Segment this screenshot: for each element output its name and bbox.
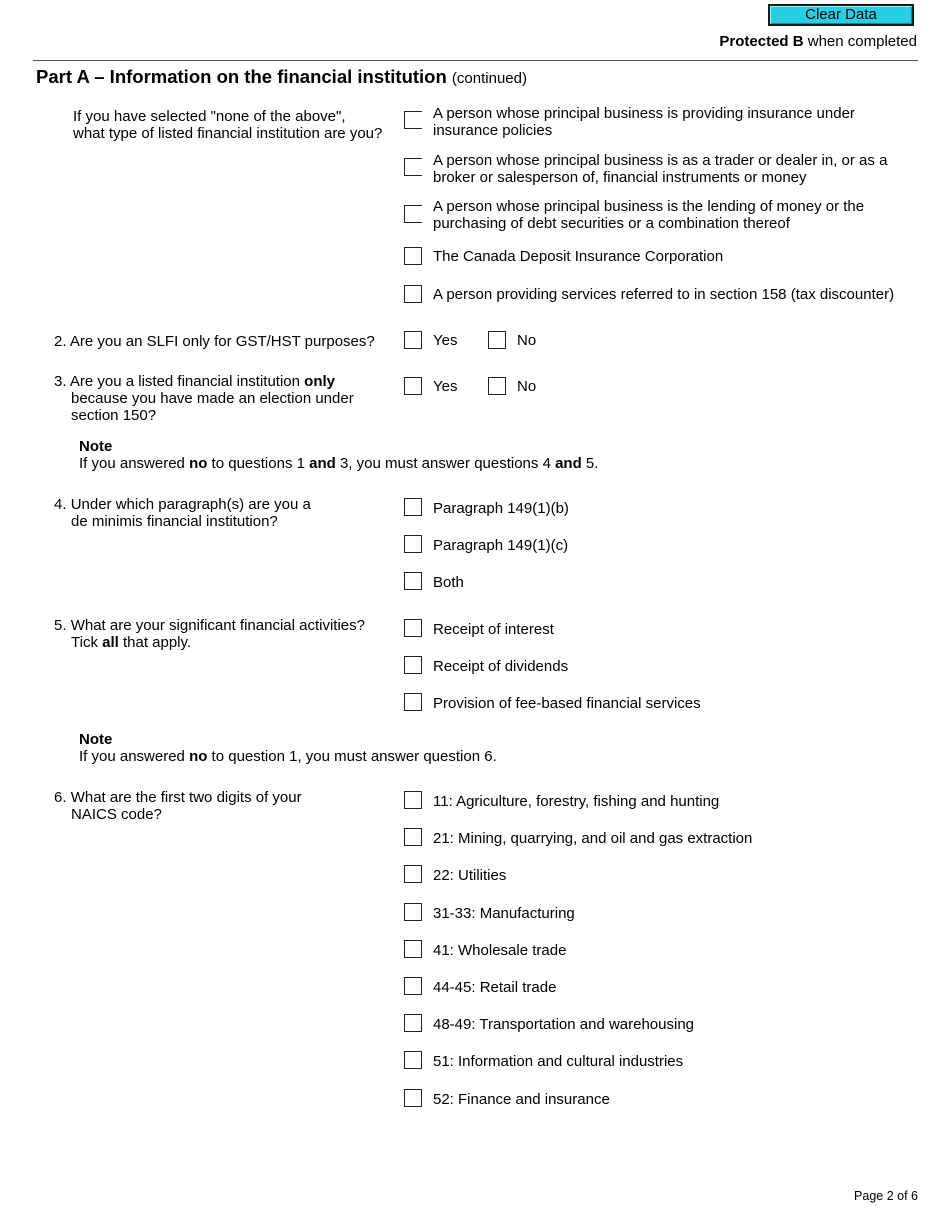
q3-yes-checkbox[interactable] (404, 377, 422, 395)
note-heading: Note (79, 438, 113, 455)
note-1 (79, 438, 598, 472)
header-divider (33, 60, 918, 61)
q1b-tax-discounter-checkbox[interactable] (404, 285, 422, 303)
note-text: to question 1, you must answer question 6. (207, 748, 497, 765)
option-line: insurance policies (433, 122, 553, 139)
q3-text: Are you a listed financial institution (69, 373, 305, 390)
q6-naics-21-label: 21: Mining, quarrying, and oil and gas extraction (433, 830, 753, 847)
q1b-trader-label (433, 152, 887, 186)
q5-text: What are your significant financial activities? (70, 617, 365, 634)
q1b-cdic-checkbox[interactable] (404, 247, 422, 265)
q5-dividends-checkbox[interactable] (404, 656, 422, 674)
note-text: 5. (581, 455, 599, 472)
option-line: A person whose principal business is the lending of money or the (433, 198, 865, 215)
q6-naics-48-49-checkbox[interactable] (404, 1014, 422, 1032)
note-heading: Note (79, 731, 113, 748)
q6-naics-48-49-label: 48-49: Transportation and warehousing (433, 1016, 695, 1033)
q6-naics-41-label: 41: Wholesale trade (433, 942, 567, 959)
protected-b-suffix: when completed (803, 33, 917, 50)
q4-149-1-c-checkbox[interactable] (404, 535, 422, 553)
q1b-question-line: If you have selected "none of the above", (73, 108, 346, 125)
q1b-trader-checkbox[interactable] (404, 158, 422, 176)
q1b-lending-label (433, 198, 864, 232)
q6-text: What are the first two digits of your (70, 789, 302, 806)
q5-question (54, 617, 365, 651)
note-bold: no (189, 455, 208, 472)
q6-question (54, 789, 302, 823)
note-bold: and (555, 455, 582, 472)
q3-no-label: No (517, 378, 537, 395)
page-number: Page 2 of 6 (854, 1189, 918, 1203)
q4-both-label: Both (433, 574, 464, 591)
q5-dividends-label: Receipt of dividends (433, 658, 569, 675)
q4-149-1-b-label: Paragraph 149(1)(b) (433, 500, 569, 517)
q6-number: 6. (54, 789, 67, 806)
q6-naics-11-label: 11: Agriculture, forestry, fishing and hunting (433, 793, 720, 810)
q5-fee-based-checkbox[interactable] (404, 693, 422, 711)
q6-naics-31-33-checkbox[interactable] (404, 903, 422, 921)
q3-number: 3. (54, 373, 67, 390)
note-2-text (79, 748, 497, 765)
q3-text-bold: only (304, 373, 335, 390)
q1b-insurance-label (433, 105, 855, 139)
q6-text-line: NAICS code? (71, 806, 162, 823)
q1b-lending-checkbox[interactable] (404, 205, 422, 223)
q4-149-1-c-label: Paragraph 149(1)(c) (433, 537, 569, 554)
q5-text-bold: all (102, 634, 119, 651)
q2-yes-checkbox[interactable] (404, 331, 422, 349)
q3-question (54, 373, 394, 424)
q1b-cdic-label: The Canada Deposit Insurance Corporation (433, 248, 724, 265)
q6-naics-52-label: 52: Finance and insurance (433, 1091, 610, 1108)
q5-text: Tick (71, 634, 103, 651)
q6-naics-52-checkbox[interactable] (404, 1089, 422, 1107)
part-a-continued: (continued) (451, 70, 527, 87)
note-2 (79, 731, 497, 765)
note-bold: no (189, 748, 208, 765)
q6-naics-51-label: 51: Information and cultural industries (433, 1053, 684, 1070)
option-line: broker or salesperson of, financial instruments or money (433, 169, 807, 186)
q5-number: 5. (54, 617, 67, 634)
q3-yes-label: Yes (433, 378, 458, 395)
q4-both-checkbox[interactable] (404, 572, 422, 590)
q6-naics-41-checkbox[interactable] (404, 940, 422, 958)
q1b-tax-discounter-label: A person providing services referred to in section 158 (tax discounter) (433, 286, 895, 303)
protected-b-label (719, 33, 917, 50)
q4-text: Under which paragraph(s) are you a (70, 496, 311, 513)
q4-number: 4. (54, 496, 67, 513)
q5-interest-label: Receipt of interest (433, 621, 554, 638)
note-bold: and (309, 455, 336, 472)
q6-naics-44-45-label: 44-45: Retail trade (433, 979, 557, 996)
q6-naics-22-checkbox[interactable] (404, 865, 422, 883)
note-text: If you answered (79, 748, 190, 765)
q2-number: 2. (54, 333, 67, 350)
q1b-question (73, 108, 382, 142)
note-text: If you answered (79, 455, 190, 472)
option-line: purchasing of debt securities or a combination thereof (433, 215, 790, 232)
q6-naics-31-33-label: 31-33: Manufacturing (433, 905, 575, 922)
q6-naics-11-checkbox[interactable] (404, 791, 422, 809)
q4-text-line: de minimis financial institution? (71, 513, 278, 530)
q3-text-line: section 150? (71, 407, 157, 424)
note-text: to questions 1 (207, 455, 310, 472)
q2-no-checkbox[interactable] (488, 331, 506, 349)
q2-yes-label: Yes (433, 332, 458, 349)
q5-text: that apply. (118, 634, 192, 651)
q4-149-1-b-checkbox[interactable] (404, 498, 422, 516)
q1b-insurance-checkbox[interactable] (404, 111, 422, 129)
note-text: 3, you must answer questions 4 (335, 455, 556, 472)
q2-question (54, 333, 375, 350)
protected-b-bold: Protected B (719, 33, 804, 50)
option-line: A person whose principal business is providing insurance under (433, 105, 855, 122)
part-a-title (36, 66, 527, 90)
q5-interest-checkbox[interactable] (404, 619, 422, 637)
q3-text-line: because you have made an election under (71, 390, 354, 407)
q5-fee-based-label: Provision of fee-based financial services (433, 695, 701, 712)
q2-no-label: No (517, 332, 537, 349)
note-1-text (79, 455, 598, 472)
q6-naics-44-45-checkbox[interactable] (404, 977, 422, 995)
option-line: A person whose principal business is as a trader or dealer in, or as a (433, 152, 888, 169)
q6-naics-51-checkbox[interactable] (404, 1051, 422, 1069)
q6-naics-21-checkbox[interactable] (404, 828, 422, 846)
q2-text: Are you an SLFI only for GST/HST purposes? (69, 333, 375, 350)
q3-no-checkbox[interactable] (488, 377, 506, 395)
part-a-title-text: Part A – Information on the financial institution (36, 66, 447, 87)
q6-naics-22-label: 22: Utilities (433, 867, 507, 884)
q1b-question-line: what type of listed financial institution are you? (73, 125, 383, 142)
q4-question (54, 496, 311, 530)
clear-data-button[interactable]: Clear Data (768, 4, 914, 26)
